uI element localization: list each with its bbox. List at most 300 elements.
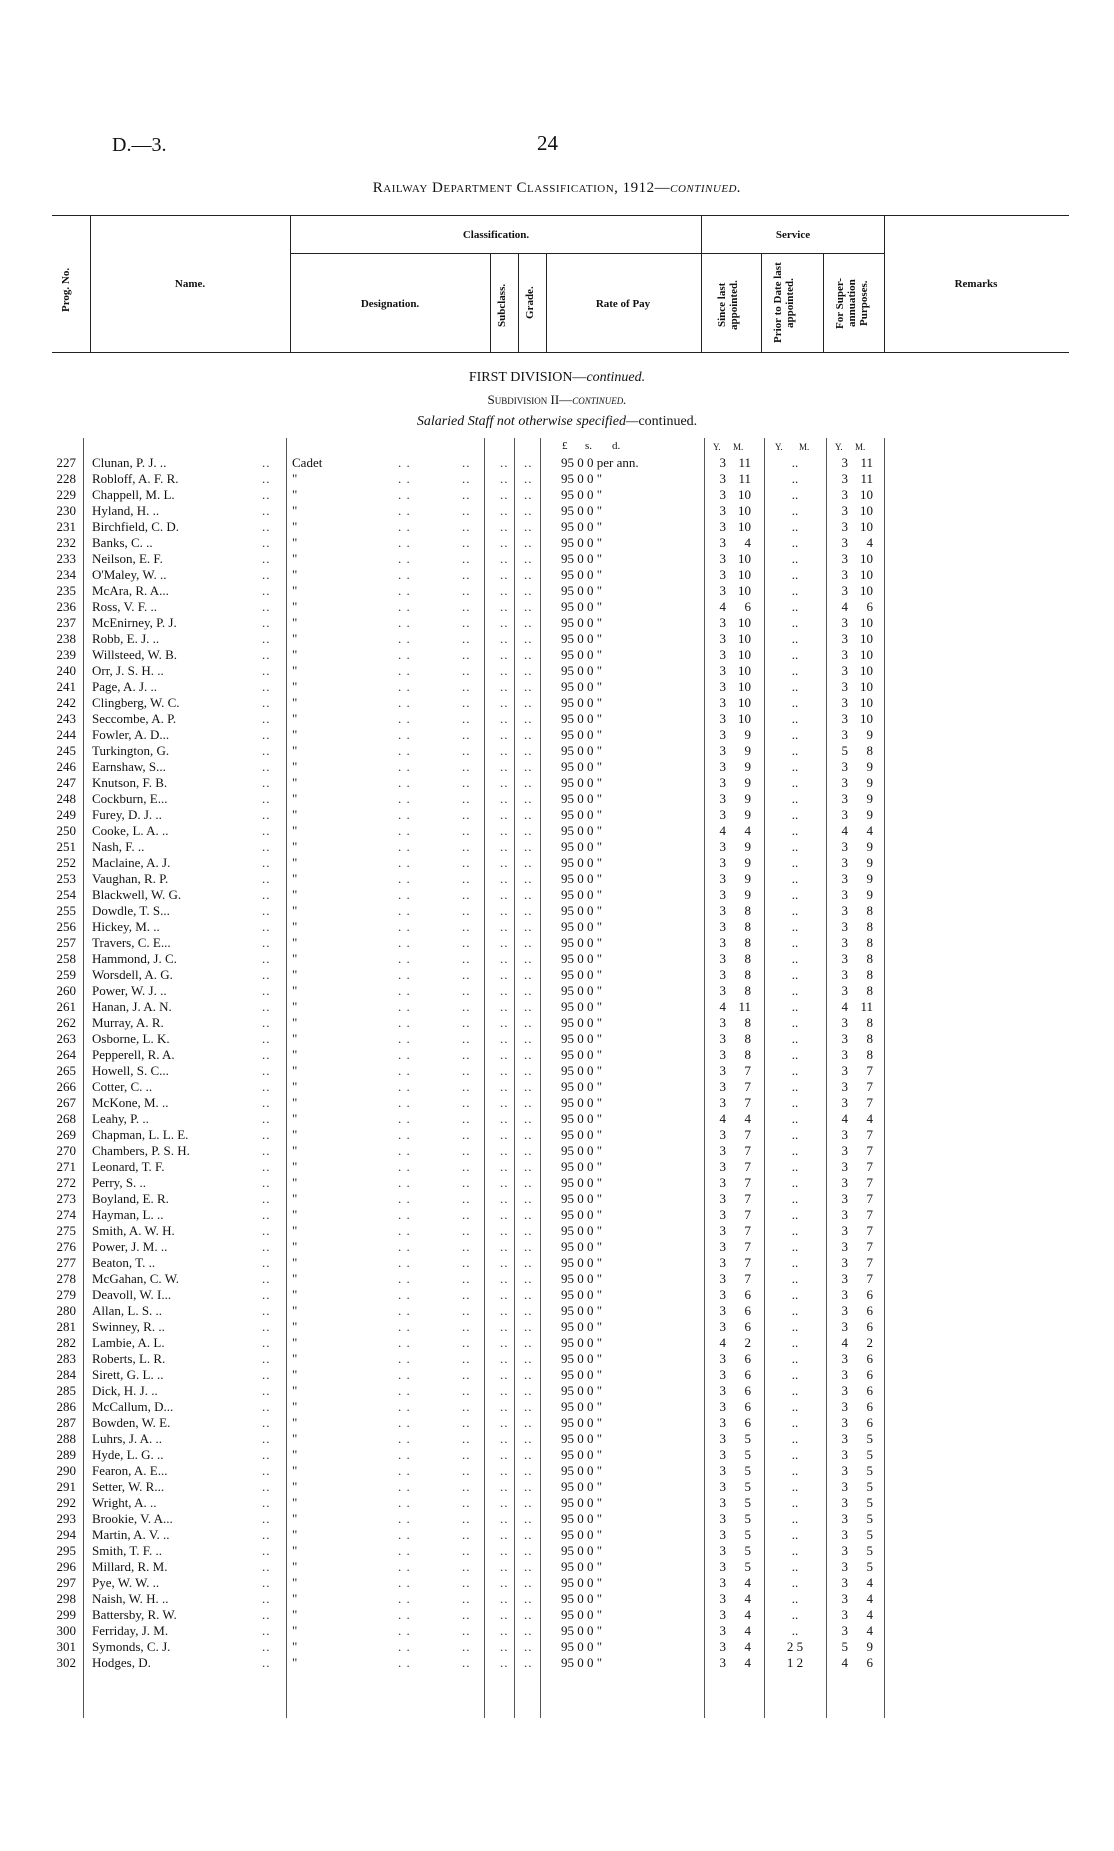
designation: ": [292, 695, 298, 710]
header-prior-to-date: Prior to Date last appointed.: [772, 262, 796, 344]
since-last-months: 7: [744, 1143, 751, 1158]
leader-dots: ..: [500, 983, 509, 998]
since-last-months: 6: [744, 1367, 751, 1382]
rate-of-pay: 95 0 0 ": [561, 1447, 603, 1462]
subdivision-heading: [0, 392, 1114, 408]
table-row: [0, 1495, 1114, 1511]
leader-dots: ..: [500, 727, 509, 742]
document-reference: D.—3.: [112, 134, 167, 156]
leader-dots: ..: [524, 791, 533, 806]
prior-service: ..: [791, 599, 799, 614]
since-last-months: 5: [744, 1543, 751, 1558]
designation: ": [292, 615, 298, 630]
table-row: [0, 1575, 1114, 1591]
since-last-years: 4: [719, 823, 726, 838]
leader-dots: ..: [500, 775, 509, 790]
leader-dots: ..: [462, 1623, 471, 1638]
designation: ": [292, 1431, 298, 1446]
employee-name: Travers, C. E...: [92, 935, 171, 950]
since-last-years: 3: [719, 663, 726, 678]
superannuation-years: 3: [841, 487, 848, 502]
leader-dots: ..: [500, 631, 509, 646]
employee-name: Deavoll, W. I...: [92, 1287, 172, 1302]
leader-dots: ..: [524, 1575, 533, 1590]
prior-service: ..: [791, 1127, 799, 1142]
leader-dots: . .: [398, 695, 411, 710]
since-last-years: 3: [719, 1351, 726, 1366]
leader-dots: ..: [524, 823, 533, 838]
designation: ": [292, 1255, 298, 1270]
leader-dots: ..: [462, 1335, 471, 1350]
leader-dots: ..: [500, 583, 509, 598]
leader-dots: ..: [524, 1367, 533, 1382]
leader-dots: ..: [500, 1319, 509, 1334]
superannuation-months: 5: [866, 1511, 873, 1526]
employee-name: Clunan, P. J. ..: [92, 455, 167, 470]
since-last-months: 5: [744, 1495, 751, 1510]
since-last-years: 3: [719, 503, 726, 518]
leader-dots: ..: [462, 1159, 471, 1174]
prog-no: 288: [56, 1431, 76, 1446]
leader-dots: . .: [398, 1319, 411, 1334]
leader-dots: ..: [524, 631, 533, 646]
since-last-months: 4: [744, 823, 751, 838]
since-last-years: 3: [719, 1015, 726, 1030]
prog-no: 290: [56, 1463, 76, 1478]
leader-dots: . .: [398, 1559, 411, 1574]
employee-name: Seccombe, A. P.: [92, 711, 177, 726]
since-last-years: 3: [719, 1191, 726, 1206]
since-last-years: 3: [719, 487, 726, 502]
prog-no: 275: [56, 1223, 76, 1238]
superannuation-months: 5: [866, 1543, 873, 1558]
since-last-years: 3: [719, 919, 726, 934]
leader-dots: ..: [262, 1399, 271, 1414]
since-last-years: 3: [719, 1047, 726, 1062]
since-last-years: 3: [719, 1463, 726, 1478]
superannuation-months: 7: [866, 1063, 873, 1078]
title-continued: continued.: [670, 180, 742, 196]
superannuation-years: 3: [841, 647, 848, 662]
superannuation-months: 7: [866, 1127, 873, 1142]
employee-name: Clingberg, W. C.: [92, 695, 180, 710]
leader-dots: ..: [500, 711, 509, 726]
leader-dots: ..: [500, 1559, 509, 1574]
divider: [884, 215, 885, 352]
since-last-months: 7: [744, 1255, 751, 1270]
superannuation-years: 3: [841, 567, 848, 582]
prior-service: ..: [791, 1623, 799, 1638]
prior-service: ..: [791, 1543, 799, 1558]
since-last-years: 3: [719, 1095, 726, 1110]
leader-dots: ..: [262, 711, 271, 726]
divider: [823, 253, 824, 352]
leader-dots: ..: [524, 1335, 533, 1350]
prior-service: ..: [791, 1191, 799, 1206]
designation: ": [292, 679, 298, 694]
prior-service: ..: [791, 823, 799, 838]
since-last-months: 10: [738, 583, 751, 598]
leader-dots: ..: [262, 567, 271, 582]
employee-name: Swinney, R. ..: [92, 1319, 165, 1334]
rate-of-pay: 95 0 0 ": [561, 1287, 603, 1302]
employee-name: Furey, D. J. ..: [92, 807, 162, 822]
leader-dots: ..: [462, 599, 471, 614]
since-last-months: 4: [744, 1575, 751, 1590]
superannuation-years: 3: [841, 1463, 848, 1478]
divider: [290, 215, 291, 352]
designation: Cadet: [292, 455, 323, 470]
since-last-months: 7: [744, 1127, 751, 1142]
since-last-months: 6: [744, 1351, 751, 1366]
superannuation-months: 7: [866, 1191, 873, 1206]
rate-of-pay: 95 0 0 ": [561, 1159, 603, 1174]
prog-no: 234: [56, 567, 76, 582]
prog-no: 249: [56, 807, 76, 822]
employee-name: Dowdle, T. S...: [92, 903, 170, 918]
leader-dots: ..: [524, 1591, 533, 1606]
leader-dots: ..: [462, 1495, 471, 1510]
prior-service: 2 5: [786, 1639, 804, 1654]
leader-dots: . .: [398, 823, 411, 838]
designation: ": [292, 1399, 298, 1414]
since-last-months: 6: [744, 1287, 751, 1302]
superannuation-years: 3: [841, 695, 848, 710]
leader-dots: ..: [262, 647, 271, 662]
leader-dots: ..: [500, 1543, 509, 1558]
superannuation-years: 4: [841, 1111, 848, 1126]
leader-dots: ..: [262, 631, 271, 646]
employee-name: Beaton, T. ..: [92, 1255, 156, 1270]
designation: ": [292, 1479, 298, 1494]
leader-dots: ..: [462, 1031, 471, 1046]
leader-dots: ..: [462, 1383, 471, 1398]
leader-dots: ..: [524, 455, 533, 470]
designation: ": [292, 519, 298, 534]
since-last-months: 5: [744, 1479, 751, 1494]
since-last-months: 6: [744, 599, 751, 614]
header-for-superannuation: For Super-annuation Purposes.: [834, 277, 870, 329]
rate-of-pay: 95 0 0 ": [561, 615, 603, 630]
superannuation-months: 5: [866, 1447, 873, 1462]
employee-name: Worsdell, A. G.: [92, 967, 173, 982]
rate-of-pay: 95 0 0 ": [561, 551, 603, 566]
leader-dots: ..: [524, 695, 533, 710]
leader-dots: . .: [398, 855, 411, 870]
since-last-months: 8: [744, 1031, 751, 1046]
leader-dots: ..: [524, 1559, 533, 1574]
leader-dots: ..: [462, 823, 471, 838]
divider: [490, 253, 491, 352]
leader-dots: ..: [462, 919, 471, 934]
leader-dots: . .: [398, 1607, 411, 1622]
leader-dots: ..: [524, 1543, 533, 1558]
leader-dots: ..: [500, 695, 509, 710]
prog-no: 229: [56, 487, 76, 502]
designation: ": [292, 1031, 298, 1046]
since-last-years: 3: [719, 1447, 726, 1462]
prior-service: ..: [791, 1159, 799, 1174]
employee-name: O'Maley, W. ..: [92, 567, 167, 582]
employee-name: Setter, W. R...: [92, 1479, 165, 1494]
leader-dots: ..: [262, 823, 271, 838]
since-last-years: 3: [719, 535, 726, 550]
table-row: [0, 1159, 1114, 1175]
rate-of-pay: 95 0 0 ": [561, 1367, 603, 1382]
superannuation-months: 9: [866, 1639, 873, 1654]
since-last-years: 3: [719, 1431, 726, 1446]
leader-dots: ..: [524, 1447, 533, 1462]
prog-no: 242: [56, 695, 76, 710]
leader-dots: ..: [500, 679, 509, 694]
superannuation-years: 3: [841, 727, 848, 742]
leader-dots: ..: [262, 1319, 271, 1334]
since-last-years: 3: [719, 1143, 726, 1158]
table-row: [0, 455, 1114, 471]
leader-dots: ..: [462, 935, 471, 950]
superannuation-years: 3: [841, 1511, 848, 1526]
superannuation-months: 11: [860, 471, 873, 486]
leader-dots: ..: [262, 1543, 271, 1558]
table-row: [0, 1223, 1114, 1239]
since-last-months: 9: [744, 775, 751, 790]
leader-dots: ..: [524, 1495, 533, 1510]
since-last-months: 9: [744, 871, 751, 886]
leader-dots: . .: [398, 1095, 411, 1110]
prog-no: 267: [56, 1095, 76, 1110]
leader-dots: ..: [500, 1207, 509, 1222]
leader-dots: ..: [462, 903, 471, 918]
leader-dots: ..: [500, 455, 509, 470]
superannuation-years: 3: [841, 631, 848, 646]
leader-dots: ..: [500, 1303, 509, 1318]
table-row: [0, 1207, 1114, 1223]
prog-no: 239: [56, 647, 76, 662]
superannuation-months: 10: [860, 583, 873, 598]
since-last-years: 3: [719, 679, 726, 694]
employee-name: Chappell, M. L.: [92, 487, 175, 502]
prog-no: 297: [56, 1575, 76, 1590]
since-last-months: 8: [744, 903, 751, 918]
prog-no: 241: [56, 679, 76, 694]
leader-dots: ..: [462, 1111, 471, 1126]
leader-dots: ..: [500, 471, 509, 486]
since-last-months: 8: [744, 1015, 751, 1030]
designation: ": [292, 887, 298, 902]
since-last-years: 3: [719, 935, 726, 950]
leader-dots: ..: [462, 1079, 471, 1094]
prior-service: ..: [791, 1399, 799, 1414]
leader-dots: . .: [398, 1495, 411, 1510]
since-last-months: 7: [744, 1207, 751, 1222]
leader-dots: ..: [524, 903, 533, 918]
leader-dots: . .: [398, 743, 411, 758]
leader-dots: ..: [462, 1047, 471, 1062]
employee-name: Fowler, A. D...: [92, 727, 170, 742]
leader-dots: ..: [262, 1159, 271, 1174]
leader-dots: ..: [500, 1223, 509, 1238]
leader-dots: ..: [262, 1239, 271, 1254]
superannuation-months: 2: [866, 1335, 873, 1350]
rate-of-pay: 95 0 0 ": [561, 1031, 603, 1046]
leader-dots: ..: [524, 1079, 533, 1094]
prog-no: 285: [56, 1383, 76, 1398]
leader-dots: ..: [524, 1047, 533, 1062]
leader-dots: . .: [398, 935, 411, 950]
leader-dots: ..: [262, 551, 271, 566]
superannuation-months: 8: [866, 919, 873, 934]
leader-dots: . .: [398, 1175, 411, 1190]
employee-name: Battersby, R. W.: [92, 1607, 177, 1622]
employee-name: Ferriday, J. M.: [92, 1623, 169, 1638]
leader-dots: ..: [462, 1239, 471, 1254]
table-row: [0, 663, 1114, 679]
since-last-months: 7: [744, 1271, 751, 1286]
leader-dots: ..: [262, 983, 271, 998]
leader-dots: . .: [398, 471, 411, 486]
since-last-years: 3: [719, 1575, 726, 1590]
leader-dots: ..: [524, 807, 533, 822]
since-last-years: 3: [719, 967, 726, 982]
rate-of-pay: 95 0 0 ": [561, 935, 603, 950]
superannuation-years: 3: [841, 1127, 848, 1142]
superannuation-years: 3: [841, 1623, 848, 1638]
since-last-months: 4: [744, 1607, 751, 1622]
designation: ": [292, 1623, 298, 1638]
table-row: [0, 1511, 1114, 1527]
designation: ": [292, 1143, 298, 1158]
leader-dots: . .: [398, 791, 411, 806]
employee-name: Smith, A. W. H.: [92, 1223, 175, 1238]
prior-service: ..: [791, 983, 799, 998]
superannuation-years: 3: [841, 1399, 848, 1414]
table-row: [0, 1143, 1114, 1159]
prog-no: 227: [56, 455, 76, 470]
leader-dots: . .: [398, 1063, 411, 1078]
since-last-years: 3: [719, 1239, 726, 1254]
table-row: [0, 1447, 1114, 1463]
rate-of-pay: 95 0 0 ": [561, 1015, 603, 1030]
leader-dots: . .: [398, 455, 411, 470]
table-row: [0, 1639, 1114, 1655]
since-last-months: 4: [744, 1639, 751, 1654]
prior-service: ..: [791, 855, 799, 870]
rate-of-pay: 95 0 0 ": [561, 1479, 603, 1494]
designation: ": [292, 1303, 298, 1318]
superannuation-months: 9: [866, 887, 873, 902]
leader-dots: ..: [262, 679, 271, 694]
designation: ": [292, 791, 298, 806]
leader-dots: ..: [500, 1431, 509, 1446]
superannuation-years: 3: [841, 1079, 848, 1094]
superannuation-years: 3: [841, 1607, 848, 1622]
employee-name: Hayman, L. ..: [92, 1207, 164, 1222]
leader-dots: ..: [500, 743, 509, 758]
leader-dots: ..: [524, 759, 533, 774]
prog-no: 250: [56, 823, 76, 838]
table-row: [0, 887, 1114, 903]
leader-dots: ..: [500, 551, 509, 566]
prog-no: 237: [56, 615, 76, 630]
division-text: FIRST DIVISION—: [468, 370, 587, 385]
since-last-months: 10: [738, 519, 751, 534]
leader-dots: ..: [524, 1063, 533, 1078]
since-last-years: 3: [719, 1511, 726, 1526]
leader-dots: ..: [524, 1239, 533, 1254]
designation: ": [292, 1079, 298, 1094]
leader-dots: ..: [462, 455, 471, 470]
unit-prior-y: Y.: [775, 442, 783, 452]
superannuation-years: 3: [841, 503, 848, 518]
employee-name: Chambers, P. S. H.: [92, 1143, 190, 1158]
employee-name: McKone, M. ..: [92, 1095, 169, 1110]
table-row: [0, 823, 1114, 839]
prior-service: ..: [791, 1095, 799, 1110]
employee-name: Power, J. M. ..: [92, 1239, 168, 1254]
rate-of-pay: 95 0 0 ": [561, 1383, 603, 1398]
leader-dots: . .: [398, 487, 411, 502]
header-grade: Grade.: [524, 286, 536, 319]
since-last-years: 3: [719, 791, 726, 806]
leader-dots: ..: [262, 1495, 271, 1510]
since-last-years: 4: [719, 1111, 726, 1126]
employee-name: Lambie, A. L.: [92, 1335, 165, 1350]
superannuation-years: 3: [841, 775, 848, 790]
superannuation-years: 3: [841, 1447, 848, 1462]
prior-service: ..: [791, 999, 799, 1014]
table-row: [0, 1047, 1114, 1063]
leader-dots: ..: [524, 1351, 533, 1366]
leader-dots: ..: [462, 711, 471, 726]
superannuation-months: 5: [866, 1463, 873, 1478]
leader-dots: ..: [262, 1143, 271, 1158]
table-row: [0, 1559, 1114, 1575]
leader-dots: ..: [262, 535, 271, 550]
rate-of-pay: 95 0 0 ": [561, 1319, 603, 1334]
leader-dots: ..: [262, 1271, 271, 1286]
designation: ": [292, 1319, 298, 1334]
designation: ": [292, 935, 298, 950]
superannuation-months: 6: [866, 1399, 873, 1414]
leader-dots: . .: [398, 1591, 411, 1606]
prog-no: 289: [56, 1447, 76, 1462]
superannuation-years: 3: [841, 967, 848, 982]
table-row: [0, 567, 1114, 583]
since-last-months: 10: [738, 663, 751, 678]
prog-no: 276: [56, 1239, 76, 1254]
since-last-years: 3: [719, 615, 726, 630]
superannuation-years: 4: [841, 999, 848, 1014]
table-row: [0, 1431, 1114, 1447]
designation: ": [292, 775, 298, 790]
leader-dots: . .: [398, 1575, 411, 1590]
prior-service: ..: [791, 471, 799, 486]
division-heading: [0, 370, 1114, 386]
rate-of-pay: 95 0 0 ": [561, 839, 603, 854]
page-number: 24: [537, 131, 558, 155]
table-row: [0, 1191, 1114, 1207]
leader-dots: ..: [500, 1511, 509, 1526]
leader-dots: . .: [398, 1351, 411, 1366]
leader-dots: . .: [398, 663, 411, 678]
leader-dots: ..: [462, 871, 471, 886]
leader-dots: . .: [398, 711, 411, 726]
page-title: [0, 180, 1114, 197]
rate-of-pay: 95 0 0 ": [561, 1607, 603, 1622]
leader-dots: ..: [524, 967, 533, 982]
since-last-years: 3: [719, 1255, 726, 1270]
prog-no: 301: [56, 1639, 76, 1654]
